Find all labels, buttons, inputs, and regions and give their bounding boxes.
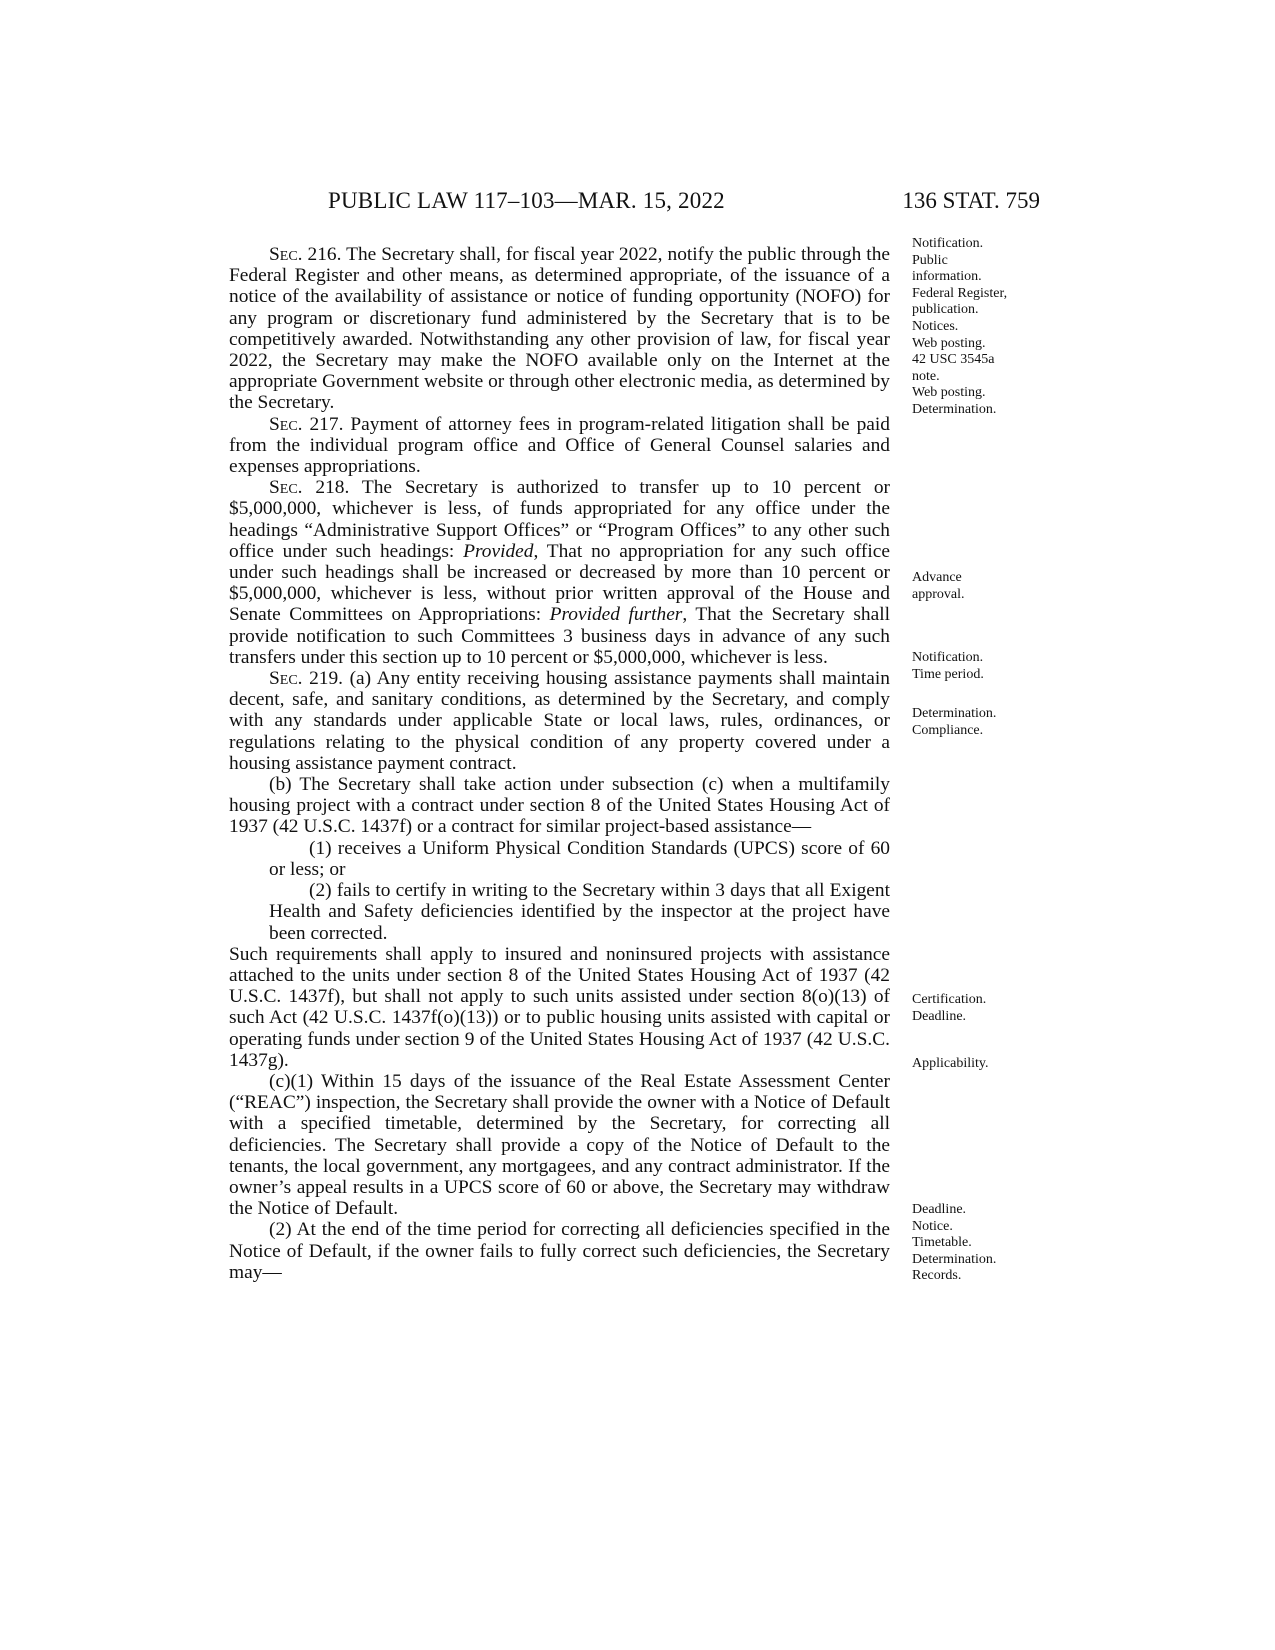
section-label: Sec. xyxy=(269,477,303,499)
margin-note-line: Determination. xyxy=(912,1251,997,1267)
section-219-a-text: 219. (a) Any entity receiving housing assistance payments shall maintain decent, safe, and sanitary conditions, as determined by the Secretary, and comply with any standards under applicable State or local laws, rules, ordinances, or regulations relating to the physical condition of any property covered under a housing assistance payment contract. xyxy=(229,668,890,774)
section-219-requirements: Such requirements shall apply to insured and noninsured projects with assistance attached to the units under section 8 of the United States Housing Act of 1937 (42 U.S.C. 1437f), but shall not apply to such units assisted under section 8(o)(13) of such Act (42 U.S.C. 1437f(o)(13)) or to public housing units assisted with capital or operating funds under section 9 of the United States Housing Act of 1937 (42 U.S.C. 1437g). xyxy=(229,943,890,1071)
section-216-text: 216. The Secretary shall, for fiscal year 2022, notify the public through the Federal Register and other means, as determined appropriate, of the issuance of a notice of the availability of assistance or notice of funding opportunity (NOFO) for any program or discretionary fund administered by the Secretary that is to be competitively awarded. Notwithstanding any other provision of law, for fiscal year 2022, the Secretary may make the NOFO available only on the Internet at the appropriate Government website or through other electronic media, as determined by the Secretary. xyxy=(229,244,890,414)
section-216 xyxy=(229,244,890,414)
margin-note-line: Notices. xyxy=(912,318,959,334)
proviso-provided: Provided xyxy=(463,540,534,562)
margin-note-line: Advance xyxy=(912,570,962,585)
margin-note-compliance xyxy=(912,706,1072,739)
section-219-a xyxy=(229,668,890,774)
margin-note-line: Notice. xyxy=(912,1218,953,1234)
margin-note-line: approval. xyxy=(912,586,965,602)
margin-note-line: Timetable. xyxy=(912,1235,972,1251)
margin-note-line: Determination. xyxy=(912,706,997,721)
margin-note-advance-approval xyxy=(912,570,1072,603)
margin-note-certification xyxy=(912,992,1072,1025)
margin-note-line: Deadline. xyxy=(912,1202,967,1217)
margin-note-line: 42 USC 3545a xyxy=(912,352,995,368)
body-text xyxy=(229,244,890,1283)
section-label: Sec. xyxy=(269,668,303,690)
margin-note-notification xyxy=(912,236,1072,419)
proviso-provided-further: Provided further xyxy=(549,604,683,626)
section-218 xyxy=(229,477,890,668)
margin-note-line: Public xyxy=(912,252,948,268)
margin-note-line: Federal Register, xyxy=(912,285,1008,301)
margin-note-line: Notification. xyxy=(912,650,984,665)
margin-note-line: information. xyxy=(912,269,982,285)
section-label: Sec. xyxy=(269,244,303,265)
margin-note-line: publication. xyxy=(912,302,979,318)
margin-note-line: Web posting. xyxy=(912,385,986,401)
margin-note-line: Determination. xyxy=(912,401,997,417)
section-219-b: (b) The Secretary shall take action under subsection (c) when a multifamily housing project with a contract under section 8 of the United States Housing Act of 1937 (42 U.S.C. 1437f) or a contract for similar project-based assistance— xyxy=(229,774,890,838)
section-219-c-1: (c)(1) Within 15 days of the issuance of the Real Estate Assessment Center (“REAC”) inspection, the Secretary shall provide the owner with a Notice of Default with a specified timetable, determined by the Secretary, for correcting all deficiencies. The Secretary shall provide a copy of the Notice of Default to the tenants, the local government, any mortgagees, and any contract administrator. If the owner’s appeal results in a UPCS score of 60 or above, the Secretary may withdraw the Notice of Default. xyxy=(229,1070,890,1220)
margin-note-line: Deadline. xyxy=(912,1008,967,1024)
statute-page-number: 136 STAT. 759 xyxy=(902,188,1040,213)
margin-note-deadline xyxy=(912,1202,1072,1285)
section-218-text-b: , That no appropriation for any such office under such headings shall be increased or decreased by more than 10 percent or $5,000,000, whichever is less, without prior written approval of the House and Senate Committees on Appropriations: xyxy=(229,540,890,626)
margin-note-line: Time period. xyxy=(912,666,984,682)
section-217-text: 217. Payment of attorney fees in program-related litigation shall be paid from the individual program office and Office of General Counsel salaries and expenses appropriations. xyxy=(229,413,890,478)
section-219-b-1: (1) receives a Uniform Physical Condition Standards (UPCS) score of 60 or less; or xyxy=(269,837,890,880)
margin-note-line: Web posting. xyxy=(912,335,986,351)
margin-note-line: Compliance. xyxy=(912,722,984,738)
margin-note-line: note. xyxy=(912,368,940,384)
margin-note-applicability xyxy=(912,1056,1072,1073)
margin-note-line: Applicability. xyxy=(912,1056,989,1071)
section-219-b-2: (2) fails to certify in writing to the Secretary within 3 days that all Exigent Health and Safety deficiencies identified by the inspector at the project have been corrected. xyxy=(269,880,890,944)
margin-note-time-period xyxy=(912,650,1072,683)
page-header xyxy=(300,188,1040,222)
margin-note-line: Certification. xyxy=(912,992,987,1007)
section-label: Sec. xyxy=(269,413,303,435)
section-218-text-c: , That the Secretary shall provide notification to such Committees 3 business days in advance of any such transfers under this section up to 10 percent or $5,000,000, whichever is less. xyxy=(229,604,890,668)
margin-note-line: Records. xyxy=(912,1268,962,1284)
section-217 xyxy=(229,414,890,478)
section-218-text-a: 218. The Secretary is authorized to transfer up to 10 percent or $5,000,000, whichever is less, of funds appropriated for any office under the headings “Administrative Support Offices” or “Program Offices” to any other such office under such headings: xyxy=(229,477,890,562)
public-law-citation: PUBLIC LAW 117–103—MAR. 15, 2022 xyxy=(328,188,725,213)
margin-note-line: Notification. xyxy=(912,236,984,251)
section-219-c-2: (2) At the end of the time period for correcting all deficiencies specified in the Notice of Default, if the owner fails to fully correct such deficiencies, the Secretary may— xyxy=(229,1219,890,1283)
